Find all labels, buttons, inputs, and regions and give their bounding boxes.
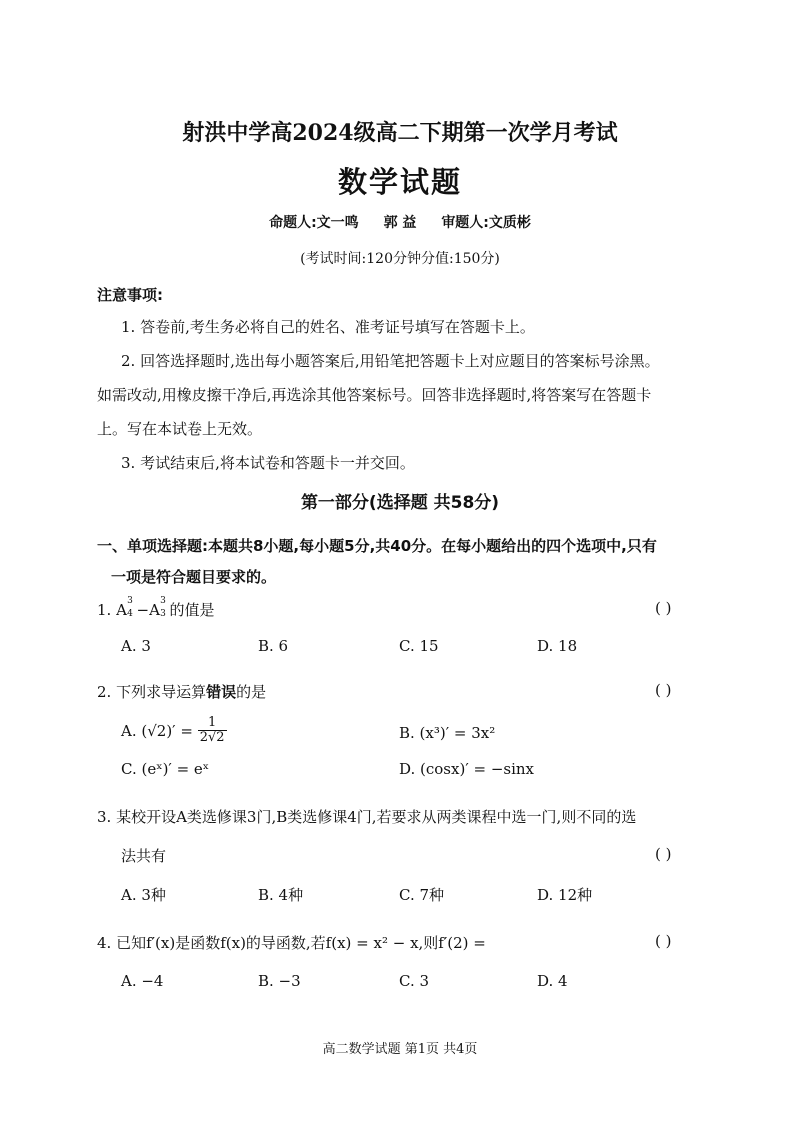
exam-title: 射洪中学高2024级高二下期第一次学月考试 bbox=[182, 120, 618, 146]
q2-option-d: D. (cosx)′ = −sinx bbox=[399, 760, 535, 778]
section-instruction-line-1: 一、单项选择题:本题共8小题,每小题5分,共40分。在每小题给出的四个选项中,只有 bbox=[97, 537, 657, 555]
answer-bracket: ( ) bbox=[655, 845, 672, 863]
q3-option-d: D. 12种 bbox=[537, 886, 593, 904]
q4-option-a: A. −4 bbox=[121, 972, 164, 990]
fraction: $\frac{1}{2√2}$ bbox=[199, 715, 225, 746]
answer-bracket: ( ) bbox=[655, 599, 672, 617]
question-3-stem-line-2: 法共有 bbox=[121, 847, 167, 865]
exam-info: (考试时间:120分钟分值:150分) bbox=[300, 251, 500, 267]
emphasis-wrong: 错误 bbox=[206, 683, 237, 701]
section-instruction-line-2: 一项是符合题目要求的。 bbox=[111, 568, 277, 586]
notice-item-2-line-1: 2. 回答选择题时,选出每小题答案后,用铅笔把答题卡上对应题目的答案标号涂黑。 bbox=[121, 352, 660, 370]
reviewer-name: 审题人:文质彬 bbox=[441, 215, 531, 231]
q1-option-c: C. 15 bbox=[399, 637, 439, 655]
notice-item-1: 1. 答卷前,考生务必将自己的姓名、准考证号填写在答题卡上。 bbox=[121, 318, 535, 336]
q1-option-b: B. 6 bbox=[258, 637, 289, 655]
q4-option-b: B. −3 bbox=[258, 972, 301, 990]
notice-item-3: 3. 考试结束后,将本试卷和答题卡一并交回。 bbox=[121, 454, 415, 472]
question-1-stem: 1. A 3 4 −A 3 3 的值是 bbox=[97, 596, 215, 619]
q1-option-d: D. 18 bbox=[537, 637, 578, 655]
q1-option-a: A. 3 bbox=[121, 637, 151, 655]
notice-heading: 注意事项: bbox=[97, 286, 163, 304]
q3-option-a: A. 3种 bbox=[121, 886, 166, 904]
q2-option-b: B. (x³)′ = 3x² bbox=[399, 724, 496, 742]
authors-line bbox=[0, 212, 800, 232]
setter-name: 命题人:文一鸣 bbox=[269, 215, 359, 231]
question-3-stem-line-1: 3. 某校开设A类选修课3门,B类选修课4门,若要求从两类课程中选一门,则不同的选 bbox=[97, 808, 637, 826]
q4-option-c: C. 3 bbox=[399, 972, 430, 990]
q4-option-d: D. 4 bbox=[537, 972, 568, 990]
q3-option-b: B. 4种 bbox=[258, 886, 304, 904]
notice-item-2-line-2: 如需改动,用橡皮擦干净后,再选涂其他答案标号。回答非选择题时,将答案写在答题卡 bbox=[97, 386, 652, 404]
q2-option-c: C. (eˣ)′ = eˣ bbox=[121, 760, 210, 778]
setter-name-2: 郭 益 bbox=[383, 215, 417, 231]
question-4-stem: 4. 已知f′(x)是函数f(x)的导函数,若f(x) = x² − x,则f′(2) = bbox=[97, 934, 486, 952]
perm-term-2: A 3 3 bbox=[149, 596, 166, 619]
perm-term-1: A 3 4 bbox=[116, 596, 133, 619]
q3-option-c: C. 7种 bbox=[399, 886, 445, 904]
q2-option-a: A. (√2)′ = $\frac{1}{2√2}$ bbox=[121, 715, 225, 746]
answer-bracket: ( ) bbox=[655, 681, 672, 699]
section-title: 第一部分(选择题 共58分) bbox=[300, 493, 500, 513]
subject-title: 数学试题 bbox=[337, 165, 462, 199]
page-footer: 高二数学试题 第1页 共4页 bbox=[322, 1042, 478, 1057]
notice-item-2-line-3: 上。写在本试卷上无效。 bbox=[97, 420, 263, 438]
question-2-stem: 2. 下列求导运算错误的是 bbox=[97, 683, 267, 701]
answer-bracket: ( ) bbox=[655, 932, 672, 950]
